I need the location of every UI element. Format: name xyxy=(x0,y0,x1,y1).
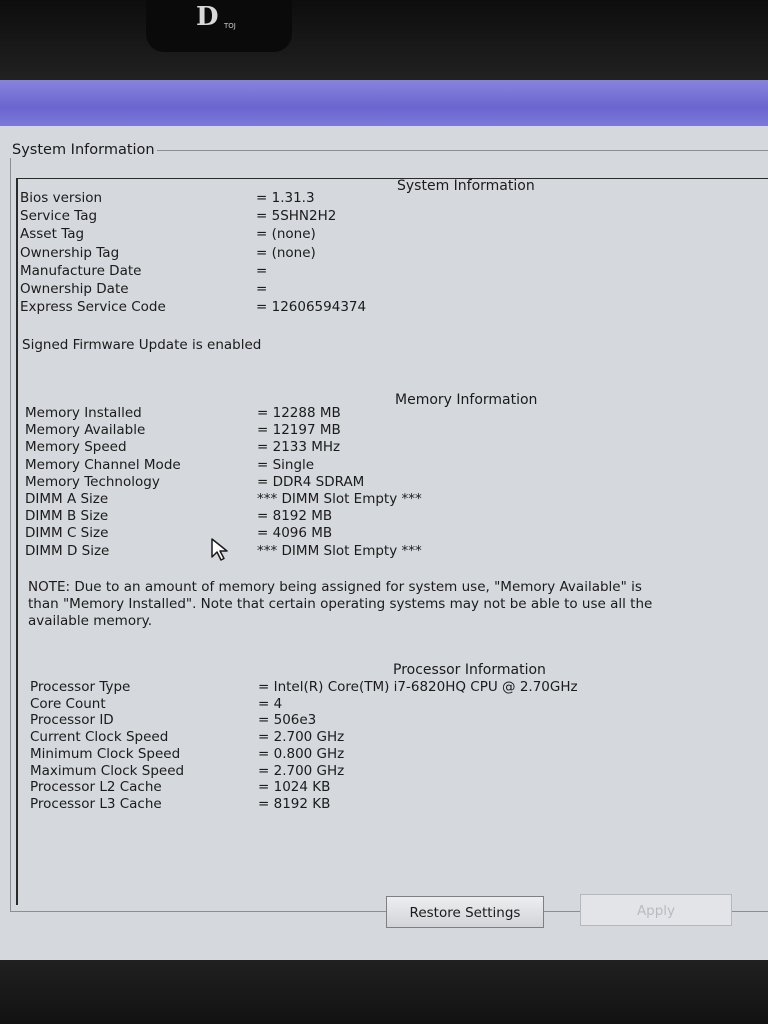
processor-field-label: Core Count xyxy=(30,695,106,712)
processor-field-label: Processor L3 Cache xyxy=(30,795,162,812)
bezel-logo-plate xyxy=(146,0,292,52)
system-field-value: = (none) xyxy=(256,244,316,261)
memory-field-value: = 4096 MB xyxy=(257,525,333,542)
system-field-label: Ownership Tag xyxy=(20,244,120,261)
system-field-label: Manufacture Date xyxy=(20,262,142,279)
system-field-label: Bios version xyxy=(20,190,103,206)
system-field-label: Asset Tag xyxy=(20,226,85,243)
memory-field-value: = 12288 MB xyxy=(257,405,341,421)
processor-field-label: Processor Type xyxy=(30,679,131,695)
brand-logo-text: TOJ xyxy=(224,22,236,30)
apply-button[interactable]: Apply xyxy=(580,894,732,926)
processor-field-value: = 1024 KB xyxy=(258,779,331,796)
processor-field-value: = 4 xyxy=(258,695,283,712)
memory-field-value: = 8192 MB xyxy=(257,508,333,525)
processor-field-label: Current Clock Speed xyxy=(30,729,169,746)
memory-field-value: = 12197 MB xyxy=(257,422,341,439)
system-field-label: Ownership Date xyxy=(20,281,129,297)
restore-settings-button[interactable]: Restore Settings xyxy=(386,896,544,928)
laptop-bezel-bottom xyxy=(0,960,768,1024)
firmware-status: Signed Firmware Update is enabled xyxy=(22,337,262,353)
system-field-value: = xyxy=(256,262,268,279)
bios-screen xyxy=(0,80,768,960)
system-field-value: = (none) xyxy=(256,226,316,243)
memory-field-value: *** DIMM Slot Empty *** xyxy=(257,491,422,507)
processor-field-label: Processor L2 Cache xyxy=(30,779,162,796)
memory-field-label: DIMM C Size xyxy=(25,525,109,542)
processor-field-value: = 2.700 GHz xyxy=(258,762,345,779)
memory-field-label: DIMM B Size xyxy=(25,508,109,525)
processor-field-label: Maximum Clock Speed xyxy=(30,762,185,779)
processor-info-header: Processor Information xyxy=(393,662,546,678)
system-field-value: = 5SHN2H2 xyxy=(256,208,337,225)
memory-field-label: Memory Available xyxy=(25,422,146,439)
system-field-label: Service Tag xyxy=(20,208,98,225)
processor-field-value: = 2.700 GHz xyxy=(258,729,345,746)
system-info-header: System Information xyxy=(397,178,535,194)
brand-logo-icon: D xyxy=(196,2,219,32)
memory-note-line-3: available memory. xyxy=(28,613,152,629)
title-bar xyxy=(0,80,768,126)
memory-field-value: = DDR4 SDRAM xyxy=(257,473,365,490)
system-field-value: = 1.31.3 xyxy=(256,190,315,206)
processor-field-value: = Intel(R) Core(TM) i7-6820HQ CPU @ 2.70GHz xyxy=(258,679,578,695)
processor-field-label: Minimum Clock Speed xyxy=(30,745,181,762)
memory-field-value: *** DIMM Slot Empty *** xyxy=(257,542,422,559)
laptop-bezel-top xyxy=(0,0,768,86)
memory-field-label: Memory Technology xyxy=(25,473,160,490)
memory-field-label: DIMM D Size xyxy=(25,542,110,559)
memory-field-label: Memory Channel Mode xyxy=(25,456,181,473)
group-title: System Information xyxy=(12,142,155,158)
memory-field-label: DIMM A Size xyxy=(25,491,109,507)
memory-note-line-1: NOTE: Due to an amount of memory being assigned for system use, "Memory Available" is xyxy=(28,579,642,595)
memory-note-line-2: than "Memory Installed". Note that certain operating systems may not be able to use all the xyxy=(28,596,653,612)
processor-field-value: = 0.800 GHz xyxy=(258,745,345,762)
system-field-value: = xyxy=(256,281,268,297)
memory-info-header: Memory Information xyxy=(395,392,538,408)
system-field-label: Express Service Code xyxy=(20,299,166,316)
system-field-value: = 12606594374 xyxy=(256,299,367,316)
processor-field-label: Processor ID xyxy=(30,712,114,729)
memory-field-value: = 2133 MHz xyxy=(257,439,341,456)
processor-field-value: = 8192 KB xyxy=(258,795,331,812)
memory-field-value: = Single xyxy=(257,456,315,473)
mouse-pointer-icon xyxy=(210,537,232,563)
memory-field-label: Memory Installed xyxy=(25,405,142,421)
memory-field-label: Memory Speed xyxy=(25,439,127,456)
processor-field-value: = 506e3 xyxy=(258,712,317,729)
